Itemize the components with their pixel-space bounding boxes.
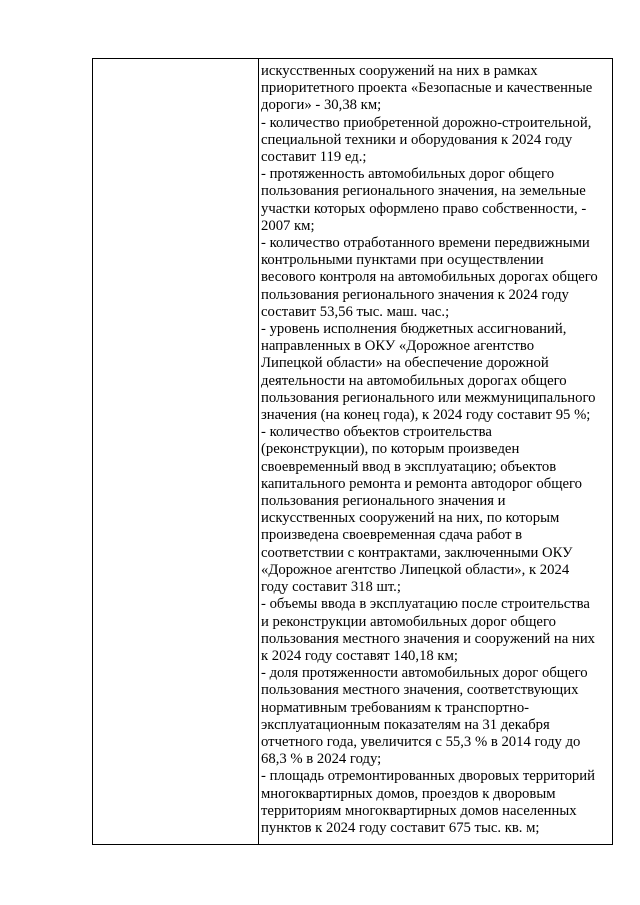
left-cell [93,59,259,845]
left-cell-text [93,59,258,63]
paragraph-local-roads-share: - доля протяженности автомобильных дорог общего пользования местного значения, соответствующих нормативным требованиям к транспортно- эксплуатационным показателям на 31 декабря отчетного года, увеличится с 55,3 % в 2014 году до 68,3 % в 2024 году; [261,665,588,768]
paragraph-courtyard-area: - площадь отремонтированных дворовых территорий многоквартирных домов, проездов к дворовым территориям многоквартирных домов населенных пунктов к 2024 году составит 675 тыс. кв. м; [261,768,595,836]
paragraph-weight-control: - количество отработанного времени передвижными контрольными пунктами при осуществлении весового контроля на автомобильных дорогах общего пользования регионального значения к 2024 году составит 53,56 тыс. маш. час.; [261,235,598,320]
right-cell-content [259,59,612,837]
paragraph-equipment-count: - количество приобретенной дорожно-строительной, специальной техники и оборудования к 2024 году составит 119 ед.; [261,114,592,166]
document-table [92,58,613,845]
table-row [93,59,613,845]
paragraph-budget-execution: - уровень исполнения бюджетных ассигнований, направленных в ОКУ «Дорожное агентство Липецкой области» на обеспечение дорожной деятельности на автомобильных дорогах общего пользования регионального или межмуниципального значения (на конец года), к 2024 году составит 95 %; [261,321,596,424]
paragraph-local-roads-commissioning: - объемы ввода в эксплуатацию после строительства и реконструкции автомобильных дорог общего пользования местного значения и сооружений на них к 2024 году составят 140,18 км; [261,596,596,664]
paragraph-bridges-km: искусственных сооружений на них в рамках приоритетного проекта «Безопасные и качественные дороги» - 30,38 км; [261,63,593,114]
paragraph-construction-objects: - количество объектов строительства (реконструкции), по которым произведен своевременный ввод в эксплуатацию; объектов капитального ремонта и ремонта автодорог общего пользования регионального значения и искусственных сооружений на них, по которым произведена своевременная сдача работ в соответствии с контрактами, заключенными ОКУ «Дорожное агентство Липецкой области», к 2024 году составит 318 шт.; [261,424,583,596]
right-cell [259,59,613,845]
paragraph-land-ownership: - протяженность автомобильных дорог общего пользования регионального значения, на земельные участки которых оформлено право собственности, - 2007 км; [261,166,587,234]
